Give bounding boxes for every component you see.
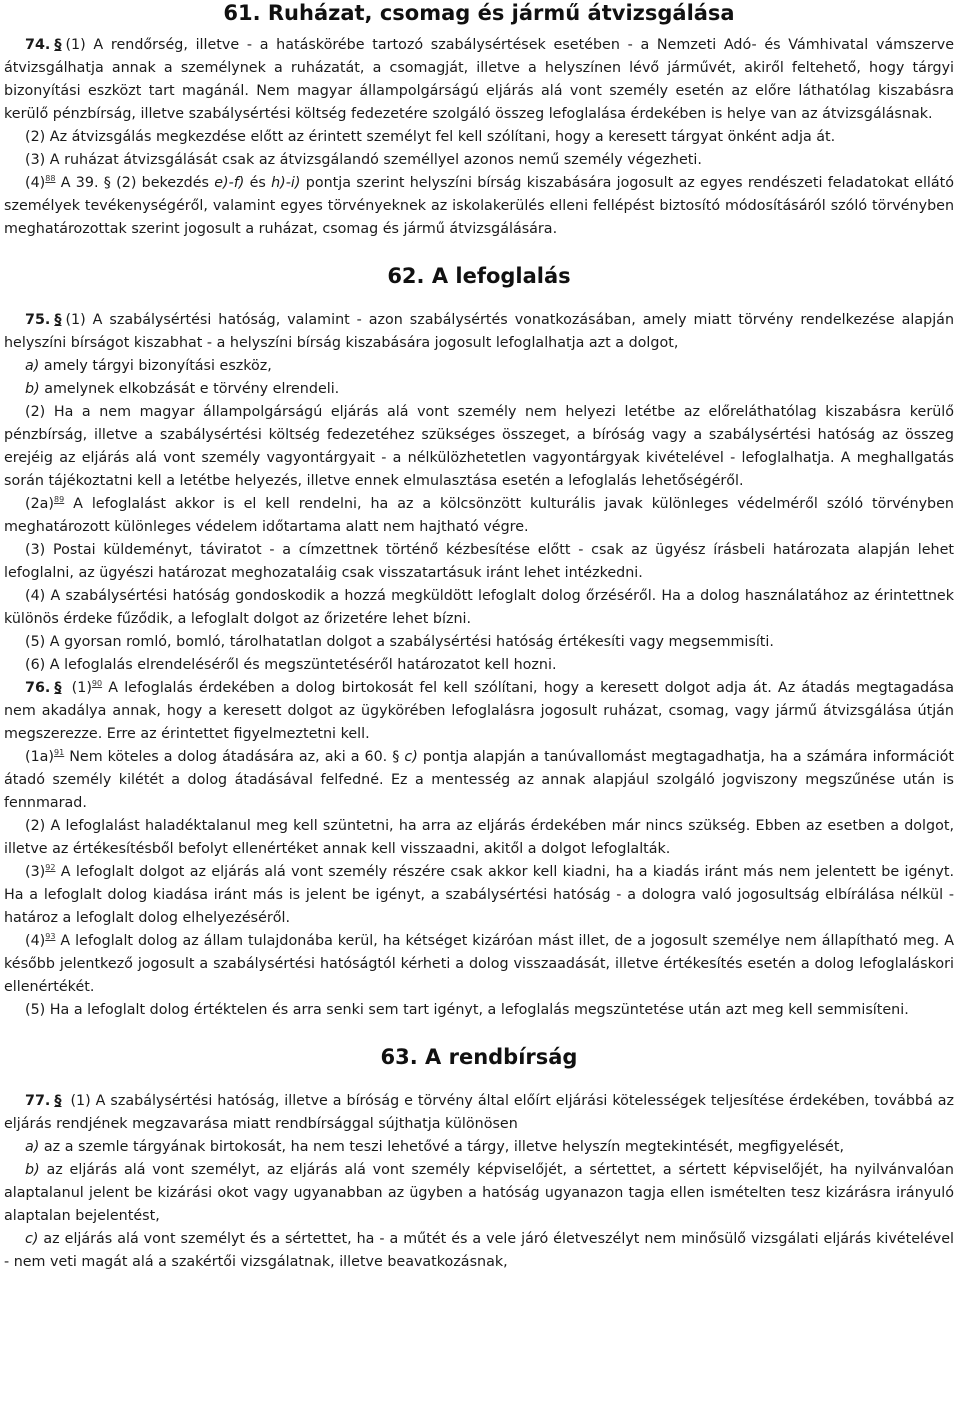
text-run: pontja szerint helyszíni bírság kiszabására jogosult az egyes rendészeti feladatokat ellátó személyek tevékenységéről, valamint egyes törvényeknek az iskolakerülés elleni fellépést biztosító módosításáról szóló törvényben meghatározottak szerint jogosult a ruházat, csomag és jármű átvizsgálására. bbox=[4, 175, 954, 237]
point-ref: e)-f) bbox=[214, 175, 245, 191]
text-run: A lefoglalást akkor is el kell rendelni, ha az a kölcsönzött kulturális javak különleges védelméről szóló törvényben meghatározott különleges védelem időtartama alatt nem hajtható végre. bbox=[4, 496, 954, 535]
point-text: az eljárás alá vont személyt, az eljárás alá vont személy képviselőjét, a sértettet, a sértett képviselőjét, ha nyilvánvalóan alaptalanul jelent be kizárási okot vagy ugyanabban az ügyben a hatóság ugyanazon tagja ellen ismételten tesz kizárásra irányuló alaptalan bejelentést, bbox=[4, 1162, 954, 1224]
heading-61: 61. Ruházat, csomag és jármű átvizsgálása bbox=[223, 1, 735, 25]
point-text: amely tárgyi bizonyítási eszköz, bbox=[39, 358, 272, 374]
footnote-link[interactable]: 91 bbox=[54, 748, 65, 758]
footnote-link[interactable]: 88 bbox=[45, 174, 56, 184]
text-run: (3) bbox=[25, 864, 46, 880]
point-label: b) bbox=[25, 1162, 40, 1178]
s75-point-b bbox=[4, 378, 954, 401]
section-76 bbox=[4, 677, 954, 1022]
s74-paragraph-4 bbox=[4, 172, 954, 241]
s75-paragraph-6: (6) A lefoglalás elrendeléséről és megszüntetéséről határozatot kell hozni. bbox=[25, 657, 557, 673]
heading-63: 63. A rendbírság bbox=[380, 1045, 578, 1069]
s75-p1-text: (1) A szabálysértési hatóság, valamint - azon szabálysértés vonatkozásában, amely miatt törvény rendelkezése alapján helyszíni bírságot kiszabhat - a helyszíni bírság kiszabására jogosult lefoglalhatja azt a dolgot, bbox=[4, 312, 954, 351]
section-number: 75. bbox=[25, 312, 51, 328]
text-run: (1) bbox=[65, 680, 92, 696]
section-75 bbox=[4, 309, 954, 677]
s75-paragraph-3: (3) Postai küldeményt, táviratot - a címzettnek történő kézbesítése előtt - csak az ügyész írásbeli határozata alapján lehet lefoglalni, az ügyészi határozat meghozataláig csak visszatartásuk iránt lehet intézkedni. bbox=[4, 542, 954, 581]
text-run: (4) bbox=[25, 933, 46, 949]
s75-paragraph-4: (4) A szabálysértési hatóság gondoskodik a hozzá megküldött lefoglalt dolog őrzéséről. Ha a dolog használatához az érintettnek különös érdeke fűződik, a lefoglalt dolgot az őrizetére lehet bízni. bbox=[4, 588, 954, 627]
text-run: és bbox=[244, 175, 272, 191]
s75-paragraph-2: (2) Ha a nem magyar állampolgárságú eljárás alá vont személy nem helyezi letétbe az előreláthatólag kiszabásra kerülő pénzbírság, illetve a szabálysértési költség fedezetéhez szükséges összeget, a bíróság vagy a szabálysértési hatóság az összeg erejéig az eljárás alá vont személy vagyontárgyait - a nélkülözhetetlen vagyontárgyak kivételével - lefoglalhatja. A meghallgatás során tájékoztatni kell a letétbe helyezés, illetve ennek elmulasztása esetén a lefoglalás lehetőségéről. bbox=[4, 404, 954, 489]
point-label: a) bbox=[25, 1139, 40, 1155]
text-run: A lefoglalt dolog az állam tulajdonába kerül, ha kétséget kizáróan mást illet, de a jogosult személye nem állapítható meg. A később jelentkező jogosult a szabálysértési hatóságtól kérheti a dolog visszaadását, illetve értékesítés esetén a dolog lefoglaláskori ellenértékét. bbox=[4, 933, 954, 995]
s74-paragraph-1 bbox=[4, 34, 954, 126]
text-run: A 39. bbox=[55, 175, 104, 191]
point-text: az a szemle tárgyának birtokosát, ha nem teszi lehetővé a tárgy, illetve helyszín megtekintését, megfigyelését, bbox=[39, 1139, 844, 1155]
section-number: 74. bbox=[25, 37, 51, 53]
section-sign: § bbox=[103, 175, 111, 191]
section-sign: § bbox=[54, 680, 62, 696]
text-run: (1a) bbox=[25, 749, 55, 765]
s77-point-a bbox=[4, 1136, 954, 1159]
s77-point-c bbox=[4, 1228, 954, 1274]
point-ref: c) bbox=[404, 749, 418, 765]
point-label: c) bbox=[25, 1231, 39, 1247]
section-number: 76. bbox=[25, 680, 51, 696]
s76-paragraph-5: (5) Ha a lefoglalt dolog értéktelen és arra senki sem tart igényt, a lefoglalás megszüntetése után azt meg kell semmisíteni. bbox=[25, 1002, 909, 1018]
text-run: Nem köteles a dolog átadására az, aki a 60. bbox=[64, 749, 393, 765]
section-sign: § bbox=[54, 312, 62, 328]
footnote-link[interactable]: 92 bbox=[45, 863, 56, 873]
text-run: (2a) bbox=[25, 496, 55, 512]
section-74 bbox=[4, 34, 954, 241]
s75-point-a bbox=[4, 355, 954, 378]
s76-paragraph-2: (2) A lefoglalást haladéktalanul meg kell szüntetni, ha arra az eljárás érdekében már nincs szükség. Ebben az esetben a dolgot, illetve az értékesítésből befolyt ellenértéket annak kell visszaadni, akitől a dolgot lefoglalták. bbox=[4, 818, 954, 857]
s76-paragraph-3 bbox=[4, 861, 954, 930]
text-run: A lefoglalás érdekében a dolog birtokosát fel kell szólítani, hogy a keresett dolgot adja át. Az átadás megtagadása nem akadálya annak, hogy a keresett dolgot az ügykörében lefoglalásra jogosult ruházat, csomag, vagy jármű átvizsgálása útján megszerezze. Erre az érintettet figyelmeztetni kell. bbox=[4, 680, 955, 742]
text-run: (2) bekezdés bbox=[110, 175, 215, 191]
section-sign: § bbox=[54, 1093, 62, 1109]
s74-paragraph-3: (3) A ruházat átvizsgálását csak az átvizsgálandó személlyel azonos nemű személy végezheti. bbox=[25, 152, 702, 168]
point-text: amelynek elkobzását e törvény elrendeli. bbox=[39, 381, 340, 397]
text-run: (4) bbox=[25, 175, 46, 191]
footnote-link[interactable]: 90 bbox=[91, 679, 103, 689]
heading-62: 62. A lefoglalás bbox=[387, 264, 571, 288]
section-77 bbox=[4, 1090, 954, 1274]
s76-paragraph-1a bbox=[4, 746, 954, 815]
point-label: a) bbox=[25, 358, 40, 374]
section-number: 77. bbox=[25, 1093, 51, 1109]
text-run: pontja alapján a tanúvallomást megtagadhatja, ha a számára információt átadó személy kilétét a dolog átadásával felfedné. Ez a mentesség az annak alapjául szolgáló jogviszony megszűnése után is fennmarad. bbox=[4, 749, 954, 811]
section-sign: § bbox=[54, 37, 62, 53]
s77-paragraph-1 bbox=[4, 1090, 954, 1136]
point-ref: h)-i) bbox=[271, 175, 301, 191]
s75-paragraph-1 bbox=[4, 309, 954, 355]
point-label: b) bbox=[25, 381, 40, 397]
s76-paragraph-4 bbox=[4, 930, 954, 999]
s75-paragraph-5: (5) A gyorsan romló, bomló, tárolhatatlan dolgot a szabálysértési hatóság értékesíti vagy megsemmisíti. bbox=[25, 634, 774, 650]
text-run: (1) A szabálysértési hatóság, illetve a bíróság e törvény által előírt eljárási kötelességek teljesítése érdekében, továbbá az eljárás rendjének megzavarása miatt rendbírsággal sújthatja különösen bbox=[4, 1093, 954, 1132]
s77-point-b bbox=[4, 1159, 954, 1228]
footnote-link[interactable]: 93 bbox=[45, 932, 56, 942]
section-sign: § bbox=[392, 749, 400, 765]
s74-paragraph-2: (2) Az átvizsgálás megkezdése előtt az érintett személyt fel kell szólítani, hogy a keresett tárgyat önként adja át. bbox=[25, 129, 836, 145]
text-run: A lefoglalt dolgot az eljárás alá vont személy részére csak akkor kell kiadni, ha a kiadás iránt más nem jelentett be igényt. Ha a lefoglalt dolog kiadása iránt más is jelent be igényt, a szabálysértési hatóság - a dologra való jogosultság elbírálása nélkül - határoz a lefoglalt dolog elhelyezéséről. bbox=[4, 864, 954, 926]
point-text: az eljárás alá vont személyt és a sértettet, ha - a műtét és a vele járó életveszélyt nem minősülő vizsgálati eljárás kivételével - nem veti magát alá a szakértői vizsgálatnak, illetve beavatkozásnak, bbox=[4, 1231, 954, 1270]
s76-paragraph-1 bbox=[4, 677, 954, 746]
footnote-link[interactable]: 89 bbox=[54, 495, 65, 505]
s75-paragraph-2a bbox=[4, 493, 954, 539]
s74-p1-text: (1) A rendőrség, illetve - a hatáskörébe tartozó szabálysértések esetében - a Nemzeti Adó- és Vámhivatal vámszerve átvizsgálhatja annak a személynek a ruházatát, a csomagját, illetve a helyszínen lévő járművét, akiről feltehető, hogy tárgyi bizonyítási eszközt tart magánál. Nem magyar állampolgárságú eljárás alá vont személy esetén az előre láthatólag kiszabásra kerülő pénzbírság, illetve szabálysértési költség fedezetére szolgáló összeg lefoglalása érdekében is helye van az átvizsgálásnak. bbox=[4, 37, 954, 122]
